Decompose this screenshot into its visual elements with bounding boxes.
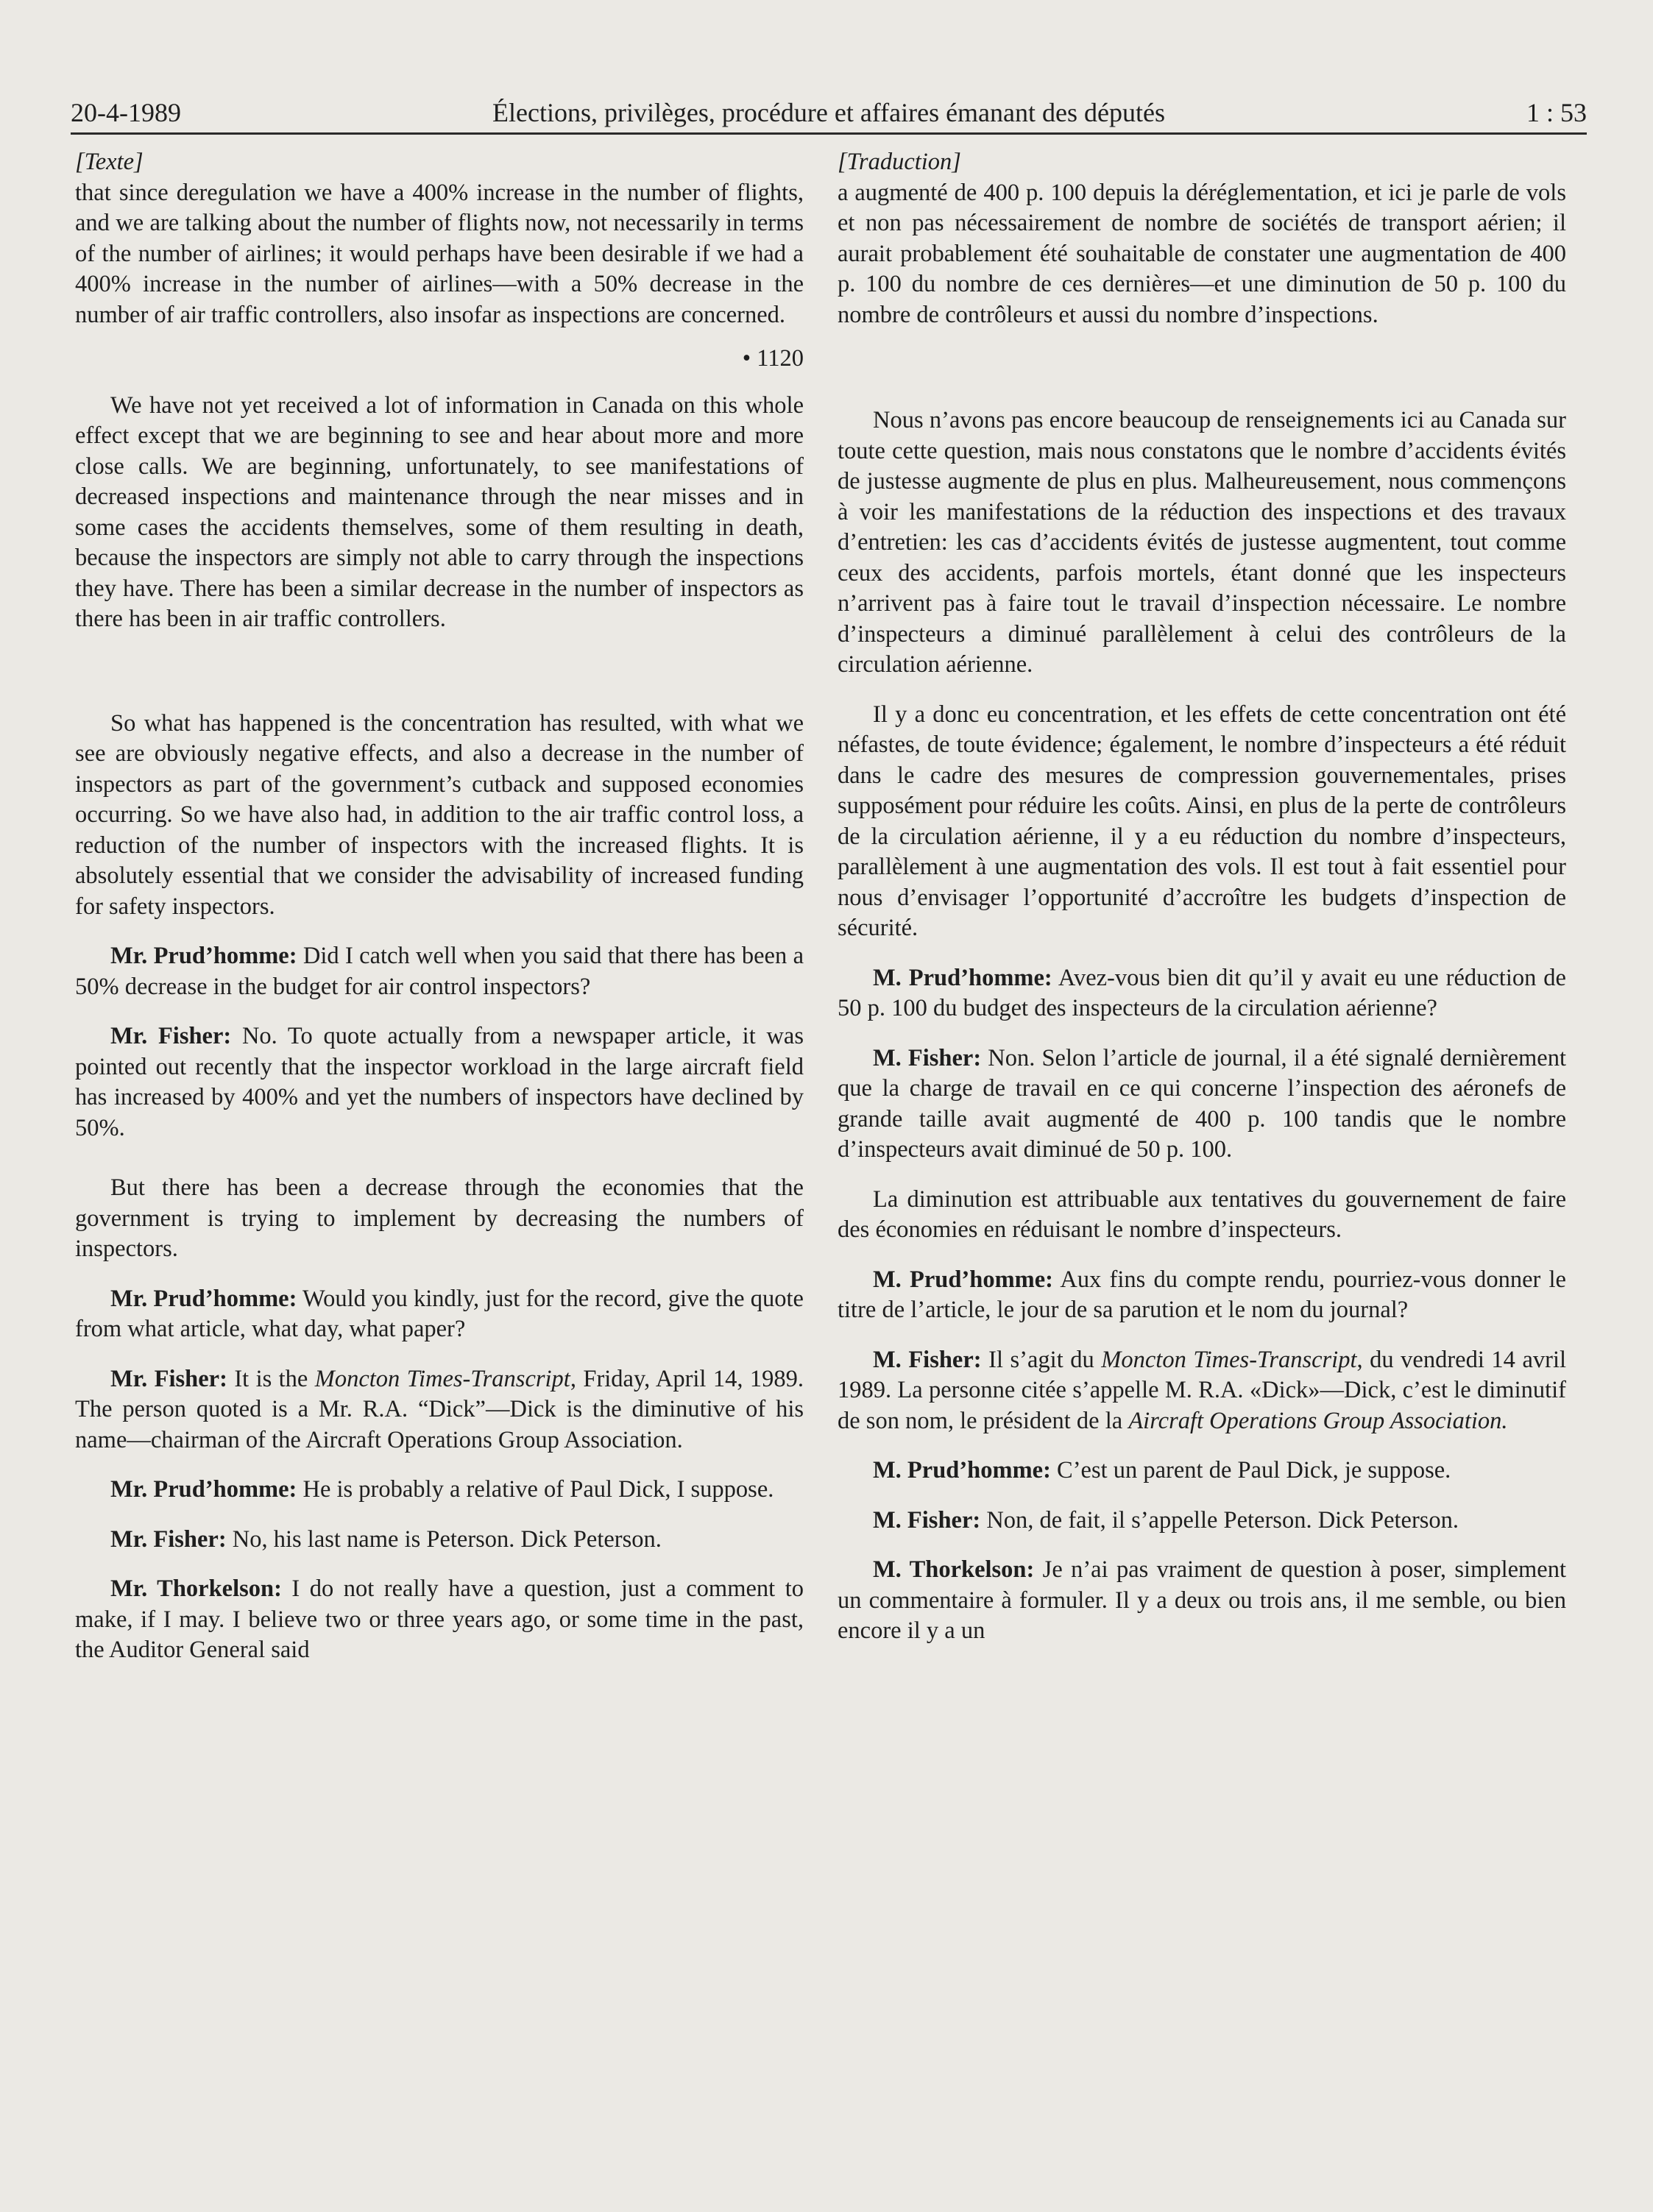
speaker-name: Mr. Prud’homme: bbox=[110, 1285, 297, 1312]
speaker-name: M. Prud’homme: bbox=[873, 964, 1052, 991]
speaker-name: M. Prud’homme: bbox=[873, 1457, 1051, 1483]
speech-text: No. To quote actually from a newspaper article, it was pointed out recently that the inspector workload in the large aircraft field has increased by 400% and yet the numbers of inspectors have declined by 50%. bbox=[75, 1023, 804, 1141]
speaker-name: M. Prud’homme: bbox=[873, 1266, 1053, 1293]
paragraph: a augmenté de 400 p. 100 depuis la déréglementation, et ici je parle de vols et non pas nécessairement de nombre de sociétés de transport aérien; il aurait probablement été souhaitable de constater une augmentation de 400 p. 100 du nombre de ces dernières—et une diminution de 50 p. 100 du nombre de contrôleurs et aussi du nombre d’inspections. bbox=[838, 179, 1566, 328]
header-page-number: 1 : 53 bbox=[1526, 98, 1587, 127]
newspaper-title: Moncton Times-Transcript bbox=[1101, 1346, 1357, 1373]
speech bbox=[75, 1525, 804, 1556]
speaker-name: Mr. Fisher: bbox=[110, 1365, 227, 1392]
speech bbox=[75, 1364, 804, 1456]
speech bbox=[838, 1506, 1566, 1536]
speech-text: Je n’ai pas vraiment de question à poser, simplement un commentaire à formuler. Il y a deux ou trois ans, il me semble, ou bien encore il y a un bbox=[838, 1556, 1567, 1644]
speech-text: Aux fins du compte rendu, pourriez-vous donner le titre de l’article, le jour de sa parution et le nom du journal? bbox=[838, 1266, 1566, 1323]
speech bbox=[75, 1574, 804, 1666]
speech-text: , du vendredi 14 avril 1989. La personne citée s’appelle M. R.A. «Dick»—Dick, c’est le diminutif de son nom, le président de la bbox=[838, 1346, 1567, 1434]
speech-text: I do not really have a question, just a comment to make, if I may. I believe two or three years ago, or some time in the past, the Auditor General said bbox=[75, 1575, 804, 1663]
speaker-name: M. Fisher: bbox=[873, 1506, 981, 1534]
speaker-name: M. Fisher: bbox=[873, 1346, 982, 1373]
header-date: 20-4-1989 bbox=[71, 98, 181, 127]
paragraph: Il y a donc eu concentration, et les effets de cette concentration ont été néfastes, de toute évidence; également, le nombre d’inspecteurs a été réduit dans le cadre des mesures de compression gouvernementales, prises supposément pour réduire les coûts. Ainsi, en plus de la perte de contrôleurs de la circulation aérienne, il y a eu réduction du nombre d’inspecteurs, parallèlement à une augmentation des vols. Il est tout à fait essentiel pour nous d’envisager l’opportunité d’accroître les budgets d’inspection de sécurité. bbox=[838, 701, 1566, 941]
speech bbox=[838, 1456, 1566, 1486]
speech-text: No, his last name is Peterson. Dick Peterson. bbox=[226, 1525, 662, 1553]
speech-text: Non, de fait, il s’appelle Peterson. Dick Peterson. bbox=[980, 1506, 1459, 1534]
speech bbox=[75, 1284, 804, 1345]
speech-text: He is probably a relative of Paul Dick, I suppose. bbox=[297, 1476, 774, 1503]
english-column bbox=[75, 147, 804, 1666]
paragraph: La diminution est attribuable aux tentatives du gouvernement de faire des économies en réduisant le nombre d’inspecteurs. bbox=[838, 1185, 1566, 1243]
speaker-name: Mr. Fisher: bbox=[110, 1525, 227, 1553]
speaker-name: Mr. Thorkelson: bbox=[110, 1575, 282, 1602]
association-name: Aircraft Operations Group Association. bbox=[1128, 1407, 1508, 1434]
speech bbox=[75, 1475, 804, 1506]
speech bbox=[838, 1555, 1566, 1647]
time-marker: • 1120 bbox=[742, 345, 804, 372]
speech-text: Il s’agit du bbox=[981, 1346, 1102, 1373]
speech-text: Avez-vous bien dit qu’il y avait eu une réduction de 50 p. 100 du budget des inspecteurs de la circulation aérienne? bbox=[838, 964, 1566, 1021]
speech-text: It is the bbox=[227, 1365, 315, 1392]
speech-text: C’est un parent de Paul Dick, je suppose. bbox=[1050, 1457, 1451, 1483]
speech bbox=[75, 1021, 804, 1144]
paragraph: But there has been a decrease through the economies that the government is trying to implement by decreasing the numbers of inspectors. bbox=[75, 1174, 804, 1262]
speech-text: , Friday, April 14, 1989. The person quoted is a Mr. R.A. “Dick”—Dick is the diminutive of his name—chairman of the Aircraft Operations Group Association. bbox=[75, 1365, 804, 1453]
paragraph: We have not yet received a lot of information in Canada on this whole effect except that we are beginning to see and hear about more and more close calls. We are beginning, unfortunately, to see manifestations of decreased inspections and maintenance through the near misses and in some cases the accidents themselves, some of them resulting in death, because the inspectors are simply not able to carry through the inspections they have. There has been a similar decrease in the number of inspectors as there has been in air traffic controllers. bbox=[75, 391, 804, 632]
speech bbox=[838, 963, 1566, 1024]
speech-text: Would you kindly, just for the record, give the quote from what article, what day, what paper? bbox=[75, 1285, 804, 1342]
speech-text: Non. Selon l’article de journal, il a été signalé dernièrement que la charge de travail en ce qui concerne l’inspection des aéronefs de grande taille avait augmenté de 400 p. 100 tandis que le nombre d’inspecteurs avait diminué de 50 p. 100. bbox=[838, 1044, 1566, 1163]
speaker-name: M. Thorkelson: bbox=[873, 1556, 1035, 1583]
speech-text: Did I catch well when you said that there has been a 50% decrease in the budget for air control inspectors? bbox=[75, 943, 804, 1000]
speech bbox=[838, 1043, 1566, 1166]
speaker-name: Mr. Prud’homme: bbox=[110, 1476, 297, 1503]
section-label: [Texte] bbox=[75, 149, 144, 175]
newspaper-title: Moncton Times-Transcript bbox=[314, 1365, 570, 1392]
speech bbox=[75, 941, 804, 1002]
page-header bbox=[71, 93, 1587, 132]
section-label: [Traduction] bbox=[838, 149, 961, 175]
french-column bbox=[838, 147, 1566, 1647]
speaker-name: Mr. Prud’homme: bbox=[110, 943, 297, 969]
header-title: Élections, privilèges, procédure et affaires émanant des députés bbox=[492, 98, 1165, 127]
speech bbox=[838, 1345, 1566, 1437]
paragraph: Nous n’avons pas encore beaucoup de renseignements ici au Canada sur toute cette question, mais nous constatons que le nombre d’accidents évités de justesse augmente de plus en plus. Malheureusement, nous commençons à voir les manifestations de la réduction des inspections et des travaux d’entretien: les cas d’accidents évités de justesse augmentent, tout comme ceux des accidents, parfois mortels, étant donné que les inspecteurs n’arrivent pas à faire tout le travail d’inspection nécessaire. Le nombre d’inspecteurs a diminué parallèlement à celui des contrôleurs de la circulation aérienne. bbox=[838, 407, 1566, 678]
header-rule bbox=[71, 132, 1587, 135]
speaker-name: Mr. Fisher: bbox=[110, 1023, 232, 1049]
speaker-name: M. Fisher: bbox=[873, 1044, 982, 1071]
speech bbox=[838, 1265, 1566, 1326]
paragraph: that since deregulation we have a 400% increase in the number of flights, and we are talking about the number of flights now, not necessarily in terms of the number of airlines; it would perhaps have been desirable if we had a 400% increase in the number of airlines—with a 50% decrease in the number of air traffic controllers, also insofar as inspections are concerned. bbox=[75, 179, 804, 328]
paragraph: So what has happened is the concentration has resulted, with what we see are obviously negative effects, and also a decrease in the number of inspectors as part of the government’s cutback and supposed economies occurring. So we have also had, in addition to the air traffic control loss, a reduction of the number of inspectors with the increased flights. It is absolutely essential that we consider the advisability of increased funding for safety inspectors. bbox=[75, 709, 804, 920]
